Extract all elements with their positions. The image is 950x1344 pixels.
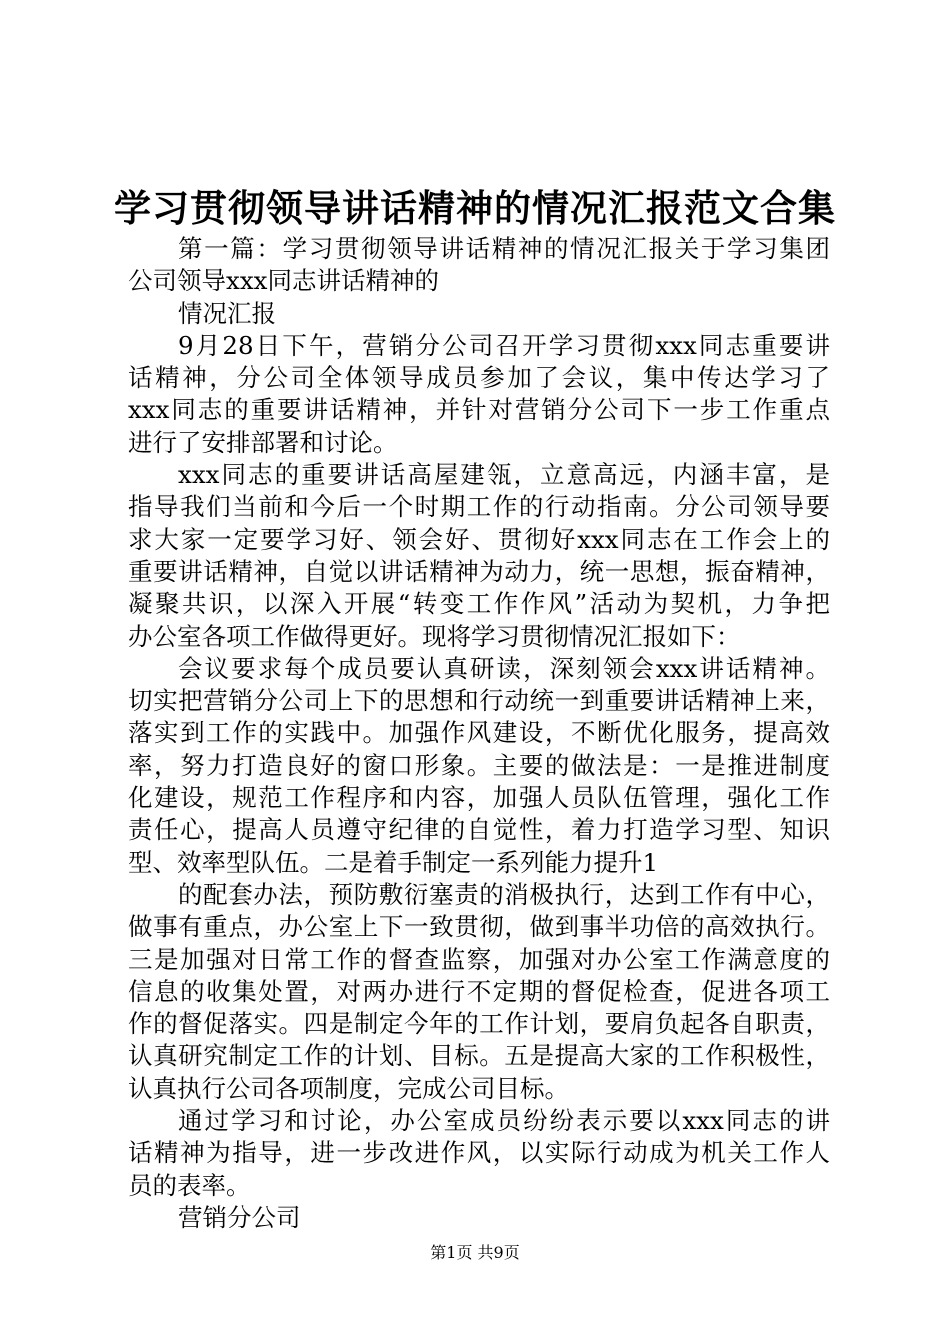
- body-line: 进行了安排部署和讨论。: [128, 427, 398, 457]
- body-line: 化建设，规范工作程序和内容，加强人员队伍管理，强化工作: [128, 783, 830, 813]
- body-line: 营销分公司: [178, 1202, 301, 1232]
- body-line: 责任心，提高人员遵守纪律的自觉性，着力打造学习型、知识: [128, 815, 830, 845]
- body-line: 信息的收集处置，对两办进行不定期的督促检查，促进各项工: [128, 976, 830, 1006]
- body-line: 做事有重点，办公室上下一致贯彻，做到事半功倍的高效执行。: [128, 912, 830, 942]
- body-line: 认真研究制定工作的计划、目标。五是提高大家的工作积极性，: [128, 1041, 830, 1071]
- body-line: 会议要求每个成员要认真研读，深刻领会xxx讲话精神。: [178, 653, 830, 683]
- body-line: xxx同志的重要讲话精神，并针对营销分公司下一步工作重点: [128, 395, 830, 425]
- body-line: 三是加强对日常工作的督查监察，加强对办公室工作满意度的: [128, 944, 830, 974]
- body-line: 重要讲话精神，自觉以讲话精神为动力，统一思想，振奋精神，: [128, 556, 830, 586]
- body-line: 指导我们当前和今后一个时期工作的行动指南。分公司领导要: [128, 492, 830, 522]
- body-line: 话精神为指导，进一步改进作风，以实际行动成为机关工作人: [128, 1138, 830, 1168]
- body-line: 办公室各项工作做得更好。现将学习贯彻情况汇报如下：: [128, 621, 741, 651]
- document-body: [128, 233, 830, 1234]
- body-line: 率，努力打造良好的窗口形象。主要的做法是：一是推进制度: [128, 750, 830, 780]
- body-line: 认真执行公司各项制度，完成公司目标。: [128, 1073, 569, 1103]
- body-line: 9月28日下午，营销分公司召开学习贯彻xxx同志重要讲: [178, 330, 830, 360]
- body-line: 的配套办法，预防敷衍塞责的消极执行，达到工作有中心，: [178, 879, 830, 909]
- body-line: 员的表率。: [128, 1170, 251, 1200]
- body-line: 落实到工作的实践中。加强作风建设，不断优化服务，提高效: [128, 718, 830, 748]
- document-title: 学习贯彻领导讲话精神的情况汇报范文合集: [114, 186, 836, 230]
- body-line: 作的督促落实。四是制定今年的工作计划，要肩负起各自职责，: [128, 1009, 830, 1039]
- body-line: 求大家一定要学习好、领会好、贯彻好xxx同志在工作会上的: [128, 524, 830, 554]
- body-line: 话精神，分公司全体领导成员参加了会议，集中传达学习了: [128, 363, 830, 393]
- body-line: 凝聚共识，以深入开展“转变工作作风”活动为契机，力争把: [128, 589, 830, 619]
- page-footer: 第1页 共9页: [430, 1243, 520, 1262]
- body-line: 切实把营销分公司上下的思想和行动统一到重要讲话精神上来，: [128, 686, 830, 716]
- body-line: xxx同志的重要讲话高屋建瓴，立意高远，内涵丰富，是: [178, 460, 830, 490]
- body-line: 通过学习和讨论，办公室成员纷纷表示要以xxx同志的讲: [178, 1106, 830, 1136]
- body-line: 型、效率型队伍。二是着手制定一系列能力提升1: [128, 847, 659, 877]
- body-line: 情况汇报: [178, 298, 276, 328]
- body-line: 公司领导xxx同志讲话精神的: [128, 266, 439, 296]
- body-line: 第一篇：学习贯彻领导讲话精神的情况汇报关于学习集团: [178, 234, 830, 263]
